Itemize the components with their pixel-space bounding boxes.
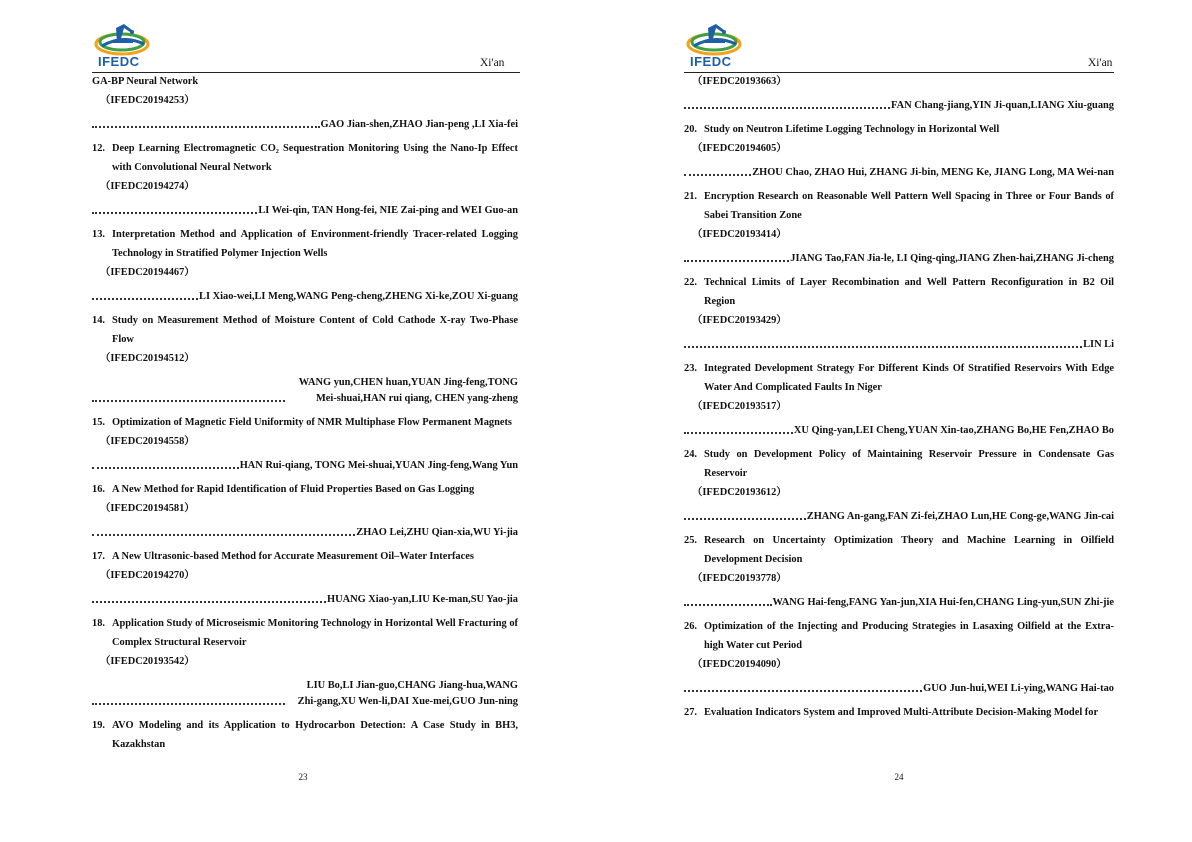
entry-title-text: Interpretation Method and Application of Environment-friendly Tracer-related Logging Technology in Stratified Polymer Injection Wells bbox=[112, 229, 518, 259]
toc-entry bbox=[92, 139, 518, 219]
toc-entry bbox=[92, 614, 518, 710]
toc-entry bbox=[684, 445, 1114, 525]
entry-authors: LIU Bo,LI Jian-guo,CHANG Jiang-hua,WANG Zhi-gang,XU Wen-li,DAI Xue-mei,GUO Jun-ning bbox=[297, 680, 518, 707]
author-line bbox=[92, 678, 518, 710]
running-head: Xi'an bbox=[1088, 57, 1113, 69]
entry-authors: WANG Hai-feng,FANG Yan-jun,XIA Hui-fen,CHANG Ling-yun,SUN Zhi-jie bbox=[772, 597, 1114, 608]
dot-leader bbox=[684, 518, 806, 520]
author-line bbox=[92, 525, 518, 541]
logo-text: IFEDC bbox=[690, 54, 732, 69]
dot-leader bbox=[92, 400, 285, 402]
entry-title bbox=[92, 139, 518, 177]
entry-authors: LIN Li bbox=[1083, 339, 1114, 350]
entry-title bbox=[684, 187, 1114, 225]
entry-title bbox=[684, 617, 1114, 655]
entry-authors: WANG yun,CHEN huan,YUAN Jing-feng,TONG Mei-shuai,HAN rui qiang, CHEN yang-zheng bbox=[298, 377, 518, 404]
dot-leader bbox=[684, 346, 1082, 348]
entry-number: 21. bbox=[684, 191, 697, 202]
entry-number: 19. bbox=[92, 720, 105, 731]
author-line bbox=[92, 117, 518, 133]
entry-number: 27. bbox=[684, 707, 697, 718]
entry-authors: ZHANG An-gang,FAN Zi-fei,ZHAO Lun,HE Cong-ge,WANG Jin-cai bbox=[806, 511, 1114, 522]
entry-title bbox=[684, 120, 1114, 139]
entry-title bbox=[92, 413, 518, 432]
dot-leader bbox=[92, 126, 320, 128]
entry-number: 12. bbox=[92, 143, 105, 154]
author-line bbox=[92, 458, 518, 474]
author-line bbox=[684, 98, 1114, 114]
entry-number: 20. bbox=[684, 124, 697, 135]
dot-leader bbox=[684, 432, 793, 434]
toc-entry bbox=[684, 359, 1114, 439]
entry-number: 16. bbox=[92, 484, 105, 495]
entry-title bbox=[92, 480, 518, 499]
entry-number: 18. bbox=[92, 618, 105, 629]
paper-id: （IFEDC20194581） bbox=[100, 503, 195, 514]
paper-id: （IFEDC20193612） bbox=[692, 487, 787, 498]
ifedc-logo bbox=[684, 20, 748, 70]
toc-entry bbox=[684, 187, 1114, 267]
toc-list bbox=[684, 72, 1114, 722]
toc-entry bbox=[684, 120, 1114, 181]
dot-leader bbox=[684, 107, 890, 109]
author-line bbox=[92, 289, 518, 305]
paper-id: （IFEDC20194467） bbox=[100, 267, 195, 278]
entry-title-text: Study on Neutron Lifetime Logging Technology in Horizontal Well bbox=[704, 124, 1000, 135]
entry-title bbox=[684, 531, 1114, 569]
dot-leader bbox=[684, 690, 922, 692]
entry-authors: LI Xiao-wei,LI Meng,WANG Peng-cheng,ZHENG Xi-ke,ZOU Xi-guang bbox=[199, 291, 518, 302]
toc-entry bbox=[92, 480, 518, 541]
toc-entry bbox=[684, 617, 1114, 697]
entry-number: 26. bbox=[684, 621, 697, 632]
author-line bbox=[92, 375, 518, 407]
entry-title bbox=[684, 273, 1114, 311]
entry-authors: XU Qing-yan,LEI Cheng,YUAN Xin-tao,ZHANG Bo,HE Fen,ZHAO Bo bbox=[793, 425, 1114, 436]
entry-title bbox=[92, 311, 518, 349]
dot-leader bbox=[92, 212, 257, 214]
paper-id: （IFEDC20194270） bbox=[100, 570, 195, 581]
toc-entry bbox=[92, 225, 518, 305]
entry-title bbox=[684, 359, 1114, 397]
entry-title bbox=[92, 614, 518, 652]
entry-title-text: Study on Development Policy of Maintaining Reservoir Pressure in Condensate Gas Reservoir bbox=[704, 449, 1114, 479]
entry-title-text: Encryption Research on Reasonable Well Pattern Well Spacing in Three or Four Bands of Sabei Transition Zone bbox=[704, 191, 1114, 221]
paper-id: （IFEDC20193778） bbox=[692, 573, 787, 584]
toc-entry bbox=[92, 72, 518, 133]
entry-authors: ZHAO Lei,ZHU Qian-xia,WU Yi-jia bbox=[356, 527, 518, 538]
author-line bbox=[92, 592, 518, 608]
paper-id: （IFEDC20194605） bbox=[692, 143, 787, 154]
dot-leader bbox=[92, 534, 355, 536]
entry-title-text: A New Ultrasonic-based Method for Accurate Measurement Oil–Water Interfaces bbox=[112, 551, 474, 562]
paper-id: （IFEDC20194512） bbox=[100, 353, 195, 364]
entry-title-text: GA-BP Neural Network bbox=[92, 76, 199, 87]
paper-id: （IFEDC20194090） bbox=[692, 659, 787, 670]
entry-number: 22. bbox=[684, 277, 697, 288]
entry-number: 23. bbox=[684, 363, 697, 374]
dot-leader bbox=[684, 604, 772, 606]
entry-authors: GUO Jun-hui,WEI Li-ying,WANG Hai-tao bbox=[923, 683, 1114, 694]
ifedc-logo bbox=[92, 20, 156, 70]
entry-title bbox=[684, 445, 1114, 483]
toc-entry bbox=[92, 413, 518, 474]
entry-number: 25. bbox=[684, 535, 697, 546]
toc-entry bbox=[92, 547, 518, 608]
dot-leader bbox=[92, 467, 239, 469]
entry-title-text: Study on Measurement Method of Moisture Content of Cold Cathode X-ray Two-Phase Flow bbox=[112, 315, 518, 345]
entry-title-text: Technical Limits of Layer Recombination and Well Pattern Reconfiguration in B2 Oil Region bbox=[704, 277, 1114, 307]
paper-id: （IFEDC20193429） bbox=[692, 315, 787, 326]
entry-title-text: Research on Uncertainty Optimization Theory and Machine Learning in Oilfield Development Decision bbox=[704, 535, 1114, 565]
entry-number: 13. bbox=[92, 229, 105, 240]
page-number: 24 bbox=[894, 772, 904, 782]
logo-text: IFEDC bbox=[98, 54, 140, 69]
paper-id: （IFEDC20194253） bbox=[100, 95, 195, 106]
toc-entry bbox=[684, 703, 1114, 722]
entry-authors: LI Wei-qin, TAN Hong-fei, NIE Zai-ping and WEI Guo-an bbox=[258, 205, 518, 216]
page-number: 23 bbox=[298, 772, 308, 782]
author-line bbox=[92, 203, 518, 219]
entry-authors: HAN Rui-qiang, TONG Mei-shuai,YUAN Jing-feng,Wang Yun bbox=[239, 460, 518, 471]
author-line bbox=[684, 337, 1114, 353]
paper-id: （IFEDC20194558） bbox=[100, 436, 195, 447]
right-page bbox=[596, 0, 1192, 842]
entry-number: 17. bbox=[92, 551, 105, 562]
toc-entry bbox=[684, 72, 1114, 114]
entry-title bbox=[92, 72, 518, 91]
dot-leader bbox=[684, 260, 789, 262]
entry-title-text: Deep Learning Electromagnetic CO₂ Sequestration Monitoring Using the Nano-Ip Effect with Convolutional Neural Network bbox=[112, 143, 518, 173]
author-line bbox=[684, 251, 1114, 267]
entry-authors: FAN Chang-jiang,YIN Ji-quan,LIANG Xiu-guang bbox=[891, 100, 1114, 111]
dot-leader bbox=[92, 703, 285, 705]
entry-title bbox=[92, 547, 518, 566]
author-line bbox=[684, 595, 1114, 611]
entry-title-text: Integrated Development Strategy For Different Kinds Of Stratified Reservoirs With Edge Water And Complicated Faults In Niger bbox=[704, 363, 1114, 393]
dot-leader bbox=[92, 298, 198, 300]
entry-authors: ZHOU Chao, ZHAO Hui, ZHANG Ji-bin, MENG Ke, JIANG Long, MA Wei-nan bbox=[752, 167, 1114, 178]
author-line bbox=[684, 509, 1114, 525]
entry-number: 15. bbox=[92, 417, 105, 428]
toc-entry bbox=[684, 273, 1114, 353]
toc-entry bbox=[92, 716, 518, 754]
entry-title-text: A New Method for Rapid Identification of Fluid Properties Based on Gas Logging bbox=[112, 484, 475, 495]
running-head: Xi'an bbox=[480, 57, 505, 69]
entry-title-text: Evaluation Indicators System and Improved Multi-Attribute Decision-Making Model for bbox=[704, 707, 1099, 718]
dot-leader bbox=[92, 601, 326, 603]
paper-id: （IFEDC20193663） bbox=[692, 76, 787, 87]
paper-id: （IFEDC20194274） bbox=[100, 181, 195, 192]
paper-id: （IFEDC20193517） bbox=[692, 401, 787, 412]
entry-title-text: AVO Modeling and its Application to Hydrocarbon Detection: A Case Study in BH3, Kazakhstan bbox=[112, 720, 518, 750]
entry-number: 24. bbox=[684, 449, 697, 460]
entry-authors: GAO Jian-shen,ZHAO Jian-peng ,LI Xia-fei bbox=[320, 119, 518, 130]
toc-entry bbox=[92, 311, 518, 407]
entry-title-text: Optimization of the Injecting and Producing Strategies in Lasaxing Oilfield at the Extra-high Water cut Period bbox=[704, 621, 1114, 651]
paper-id: （IFEDC20193542） bbox=[100, 656, 195, 667]
dot-leader bbox=[684, 174, 751, 176]
toc-entry bbox=[684, 531, 1114, 611]
entry-title bbox=[684, 703, 1114, 722]
entry-title bbox=[92, 225, 518, 263]
paper-id: （IFEDC20193414） bbox=[692, 229, 787, 240]
entry-title-text: Application Study of Microseismic Monitoring Technology in Horizontal Well Fracturing of Complex Structural Reservoir bbox=[112, 618, 519, 648]
entry-number: 14. bbox=[92, 315, 105, 326]
author-line bbox=[684, 423, 1114, 439]
author-line bbox=[684, 165, 1114, 181]
toc-list bbox=[92, 72, 518, 754]
entry-title-text: Optimization of Magnetic Field Uniformity of NMR Multiphase Flow Permanent Magnets bbox=[112, 417, 512, 428]
entry-authors: HUANG Xiao-yan,LIU Ke-man,SU Yao-jia bbox=[327, 594, 518, 605]
entry-authors: JIANG Tao,FAN Jia-le, LI Qing-qing,JIANG Zhen-hai,ZHANG Ji-cheng bbox=[790, 253, 1114, 264]
entry-title bbox=[92, 716, 518, 754]
author-line bbox=[684, 681, 1114, 697]
